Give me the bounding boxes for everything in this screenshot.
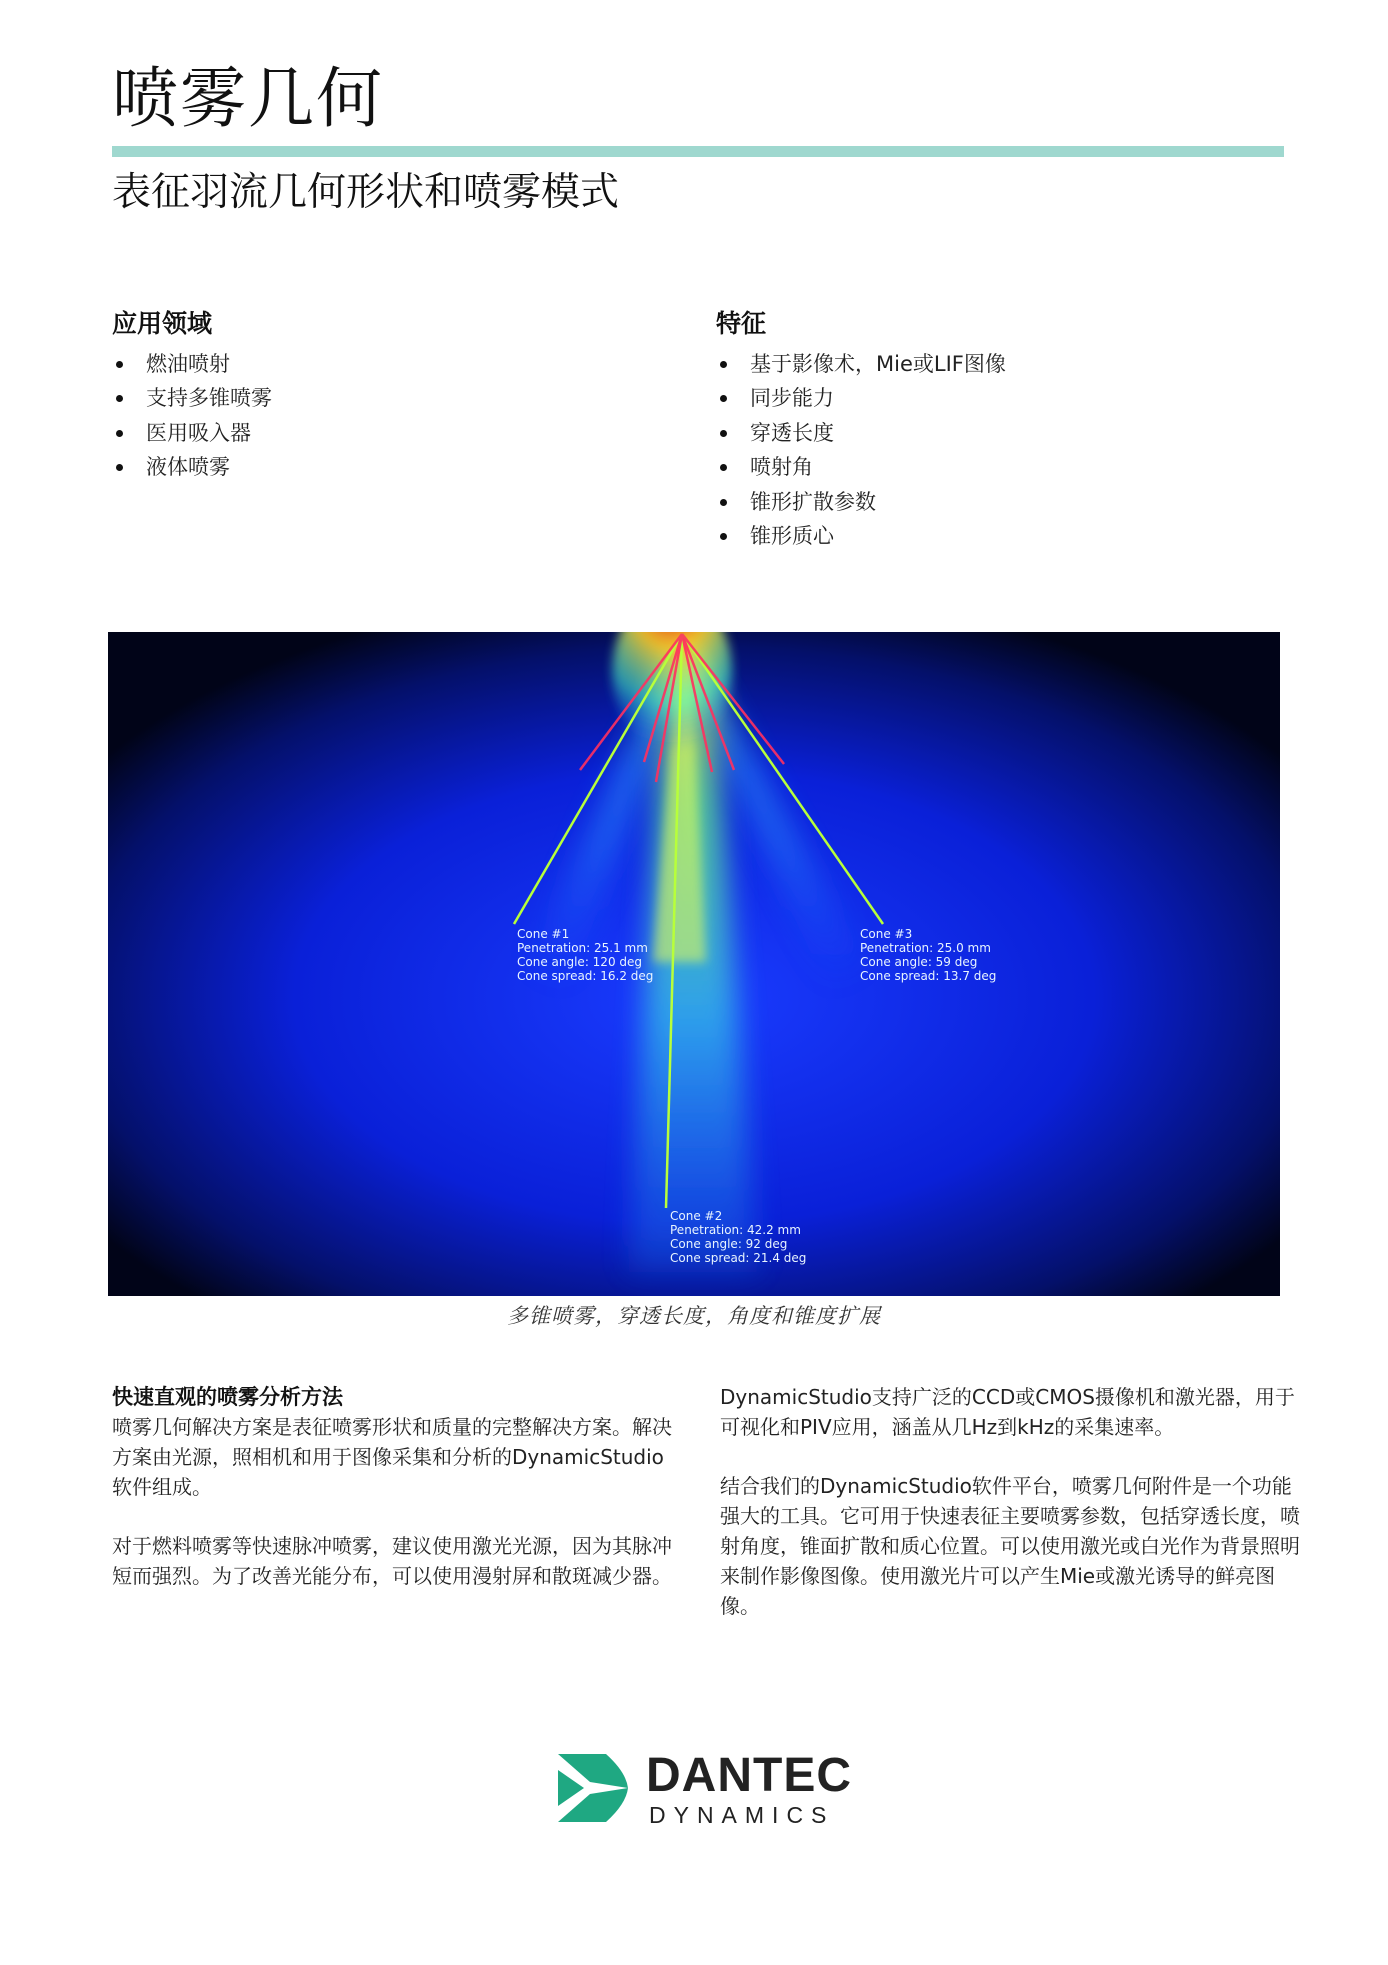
dantec-logo	[556, 1749, 852, 1830]
svg-text:Cone #2: Cone #2	[670, 1209, 723, 1223]
spray-image	[108, 632, 1280, 1296]
body-paragraph: 喷雾几何解决方案是表征喷雾形状和质量的完整解决方案。解决方案由光源，照相机和用于图像采集和分析的DynamicStudio 软件组成。	[112, 1415, 672, 1499]
svg-text:Cone angle: 120 deg: Cone angle: 120 deg	[517, 955, 643, 969]
list-item: 同步能力	[716, 381, 1276, 416]
body-paragraph: 对于燃料喷雾等快速脉冲喷雾，建议使用激光光源，因为其脉冲短而强烈。为了改善光能分布，可以使用漫射屏和散斑减少器。	[112, 1534, 672, 1588]
logo-word-dantec: DANTEC	[646, 1749, 852, 1802]
svg-text:Penetration: 25.1 mm: Penetration: 25.1 mm	[517, 941, 648, 955]
list-item: 穿透长度	[716, 416, 1276, 451]
dantec-logo-mark-icon	[556, 1750, 636, 1826]
list-item: 基于影像术，Mie或LIF图像	[716, 347, 1276, 382]
logo-word-dynamics: DYNAMICS	[649, 1802, 835, 1828]
list-item: 液体喷雾	[112, 450, 632, 485]
features-heading: 特征	[716, 309, 767, 338]
list-item: 燃油喷射	[112, 347, 632, 382]
body-heading: 快速直观的喷雾分析方法	[112, 1385, 343, 1409]
svg-text:Cone spread: 13.7 deg: Cone spread: 13.7 deg	[860, 969, 997, 983]
applications-section	[112, 308, 632, 485]
svg-text:Cone #3: Cone #3	[860, 927, 913, 941]
applications-list	[112, 347, 632, 485]
svg-text:Cone spread: 16.2 deg: Cone spread: 16.2 deg	[517, 969, 654, 983]
spray-visualization	[108, 632, 1280, 1296]
list-item: 医用吸入器	[112, 416, 632, 451]
list-item: 支持多锥喷雾	[112, 381, 632, 416]
page-subtitle: 表征羽流几何形状和喷雾模式	[112, 170, 620, 215]
applications-heading: 应用领域	[112, 309, 213, 338]
list-item: 锥形扩散参数	[716, 485, 1276, 520]
list-item: 喷射角	[716, 450, 1276, 485]
features-section	[716, 308, 1276, 554]
features-list	[716, 347, 1276, 554]
title-divider	[112, 146, 1284, 157]
list-item: 锥形质心	[716, 519, 1276, 554]
svg-text:Penetration: 42.2 mm: Penetration: 42.2 mm	[670, 1223, 801, 1237]
svg-text:Cone spread: 21.4 deg: Cone spread: 21.4 deg	[670, 1251, 807, 1265]
body-left-column	[112, 1382, 682, 1620]
svg-text:Cone #1: Cone #1	[517, 927, 570, 941]
svg-text:Cone angle: 92 deg: Cone angle: 92 deg	[670, 1237, 788, 1251]
svg-text:Cone angle: 59 deg: Cone angle: 59 deg	[860, 955, 978, 969]
body-right-column	[720, 1382, 1310, 1650]
figure-caption: 多锥喷雾，穿透长度，角度和锥度扩展	[507, 1304, 881, 1328]
svg-text:Penetration: 25.0 mm: Penetration: 25.0 mm	[860, 941, 991, 955]
body-paragraph: DynamicStudio支持广泛的CCD或CMOS摄像机和激光器，用于可视化和PIV应用，涵盖从几Hz到kHz的采集速率。	[720, 1385, 1295, 1439]
page-title: 喷雾几何	[112, 60, 384, 137]
body-paragraph: 结合我们的DynamicStudio软件平台，喷雾几何附件是一个功能强大的工具。它可用于快速表征主要喷雾参数，包括穿透长度，喷射角度，锥面扩散和质心位置。可以使用激光或白光作为背景照明来制作影像图像。使用激光片可以产生Mie或激光诱导的鲜亮图像。	[720, 1474, 1300, 1618]
